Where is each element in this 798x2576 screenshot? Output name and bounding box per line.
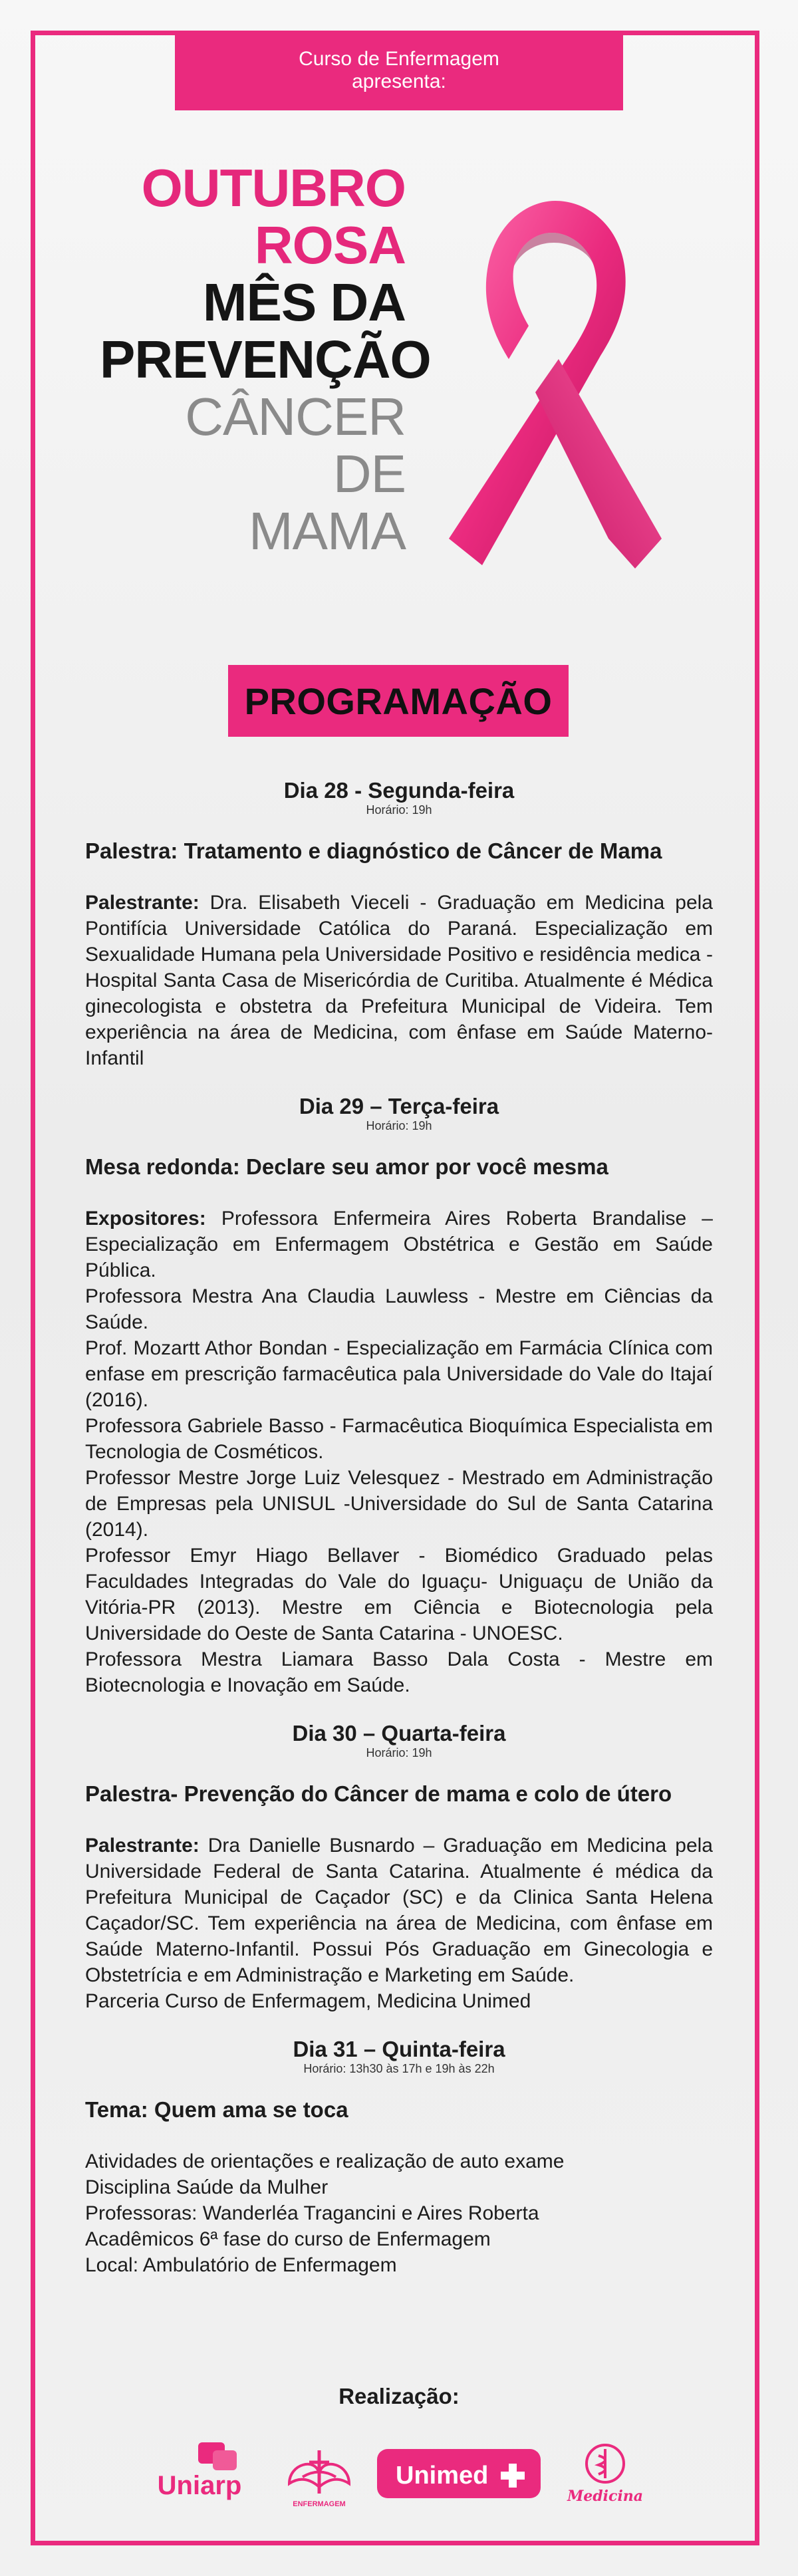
day-4-line: Professoras: Wanderléa Tragancini e Aires Roberta (85, 2202, 539, 2224)
day-4-horario: Horário: 13h30 às 17h e 19h às 22h (303, 2062, 495, 2075)
day-3-line (85, 1833, 713, 1988)
medicina-logo-text: Medicina (567, 2488, 644, 2505)
day-4-description (85, 2148, 713, 2278)
day-2-lead: Expositores: (85, 1208, 206, 1229)
day-4-line: Local: Ambulatório de Enfermagem (85, 2254, 397, 2276)
day-1-text: Dra. Elisabeth Vieceli - Graduação em Medicina pela Pontifícia Universidade Católica do Paraná. Especialização em Sexualidade Humana pela Universidade Positivo e residência medica - Hospital Santa Casa de Misericórdia de Curitiba. Atualmente é Médica ginecologista e obstetra da Prefeitura Municipal de Videira. Tem experiência na área de Medicina, com ênfase em Saúde Materno-Infantil (85, 892, 713, 1069)
day-3-title: Dia 30 – Quarta-feira (292, 1721, 506, 1745)
day-3-description (85, 1833, 713, 2014)
day-3-lead: Palestrante: (85, 1835, 200, 1857)
unimed-logo-text: Unimed (396, 2462, 489, 2490)
day-3-extra: Parceria Curso de Enfermagem, Medicina Unimed (85, 1990, 531, 2012)
hero-outubro: OUTUBRO (141, 158, 406, 217)
day-4-line: Acadêmicos 6ª fase do curso de Enfermagem (85, 2228, 491, 2250)
day-4-topic: Tema: Quem ama se toca (85, 2097, 348, 2122)
enfermagem-logo-text: ENFERMAGEM (293, 2500, 346, 2508)
hero-prevencao: PREVENÇÃO (100, 330, 431, 389)
day-2-topic: Mesa redonda: Declare seu amor por você mesma (85, 1154, 608, 1179)
day-2-line: Professora Mestra Liamara Basso Dala Costa - Mestre em Biotecnologia e Inovação em Saúde. (85, 1648, 713, 1696)
day-4-line: Atividades de orientações e realização de auto exame (85, 2150, 565, 2172)
unimed-logo (376, 2430, 542, 2517)
day-2-line: Professor Emyr Hiago Bellaver - Biomédico Graduado pelas Faculdades Integradas do Vale do Iguaçu- Uniguaçu de União da Vitória-PR (2013). Mestre em Ciência e Biotecnologia pela Universidade do Oeste de Santa Catarina - UNOESC. (85, 1545, 713, 1644)
unimed-logo-mark (376, 2444, 542, 2504)
day-2-line: Professora Gabriele Basso - Farmacêutica Bioquímica Especialista em Tecnologia de Cosméticos. (85, 1415, 713, 1463)
header-badge (175, 31, 623, 110)
day-2-title: Dia 29 – Terça-feira (299, 1094, 499, 1118)
day-1-description (85, 890, 713, 1071)
day-2-horario: Horário: 19h (366, 1119, 432, 1132)
sponsor-logos (146, 2430, 652, 2517)
day-1-title: Dia 28 - Segunda-feira (283, 778, 515, 803)
hero-rosa: ROSA (254, 215, 406, 275)
enfermagem-logo (276, 2430, 362, 2517)
day-3-text: Dra Danielle Busnardo – Graduação em Medicina pela Universidade Federal de Santa Catarina. Atualmente é médica da Prefeitura Municipal de Caçador (SC) e da Clinica Santa Helena Caçador/SC. Tem experiência na área de Medicina, com ênfase em Saúde Materno-Infantil. Possui Pós Graduação em Ginecologia e Obstetrícia e em Administração e Marketing em Saúde. (85, 1835, 713, 1986)
uniarp-logo-text: Uniarp (157, 2471, 242, 2500)
day-3-topic: Palestra- Prevenção do Câncer de mama e colo de útero (85, 1781, 672, 1806)
day-3-horario: Horário: 19h (366, 1746, 432, 1759)
header-line-2: apresenta: (352, 70, 446, 92)
day-4-line: Disciplina Saúde da Mulher (85, 2176, 329, 2198)
day-2-line-1-text: Professora Enfermeira Aires Roberta Brandalise – Especialização em Enfermagem Obstétrica e Gestão em Saúde Pública. (85, 1208, 713, 1281)
enfermagem-logo-mark (276, 2437, 362, 2510)
medicina-logo-mark (559, 2437, 652, 2510)
day-1-lead: Palestrante: (85, 892, 200, 914)
pink-ribbon-icon (436, 193, 675, 598)
day-2-line: Prof. Mozartt Athor Bondan - Especialização em Farmácia Clínica com enfase em prescrição farmacêutica pala Universidade do Vale do Itajaí (2016). (85, 1337, 713, 1411)
programacao-heading: PROGRAMAÇÃO (228, 665, 569, 737)
uniarp-logo-mark (146, 2437, 253, 2510)
schedule (85, 778, 713, 2301)
realizacao-heading: Realização: (338, 2384, 460, 2408)
day-1-topic: Palestra: Tratamento e diagnóstico de Câncer de Mama (85, 838, 662, 863)
day-2-line: Professora Mestra Ana Claudia Lauwless - Mestre em Ciências da Saúde. (85, 1285, 713, 1333)
day-1-horario: Horário: 19h (366, 803, 432, 817)
medicina-logo (559, 2430, 652, 2517)
hero-mes-da: MÊS DA (202, 273, 406, 332)
uniarp-logo (146, 2430, 253, 2517)
hero-mama: MAMA (249, 501, 406, 561)
day-2-line (85, 1206, 713, 1283)
hero-cancer-de: CÂNCER DE (185, 387, 406, 503)
day-2-line: Professor Mestre Jorge Luiz Velesquez - Mestrado em Administração de Empresas pela UNISUL -Universidade do Sul de Santa Catarina (2014). (85, 1467, 713, 1541)
hero-title (100, 158, 431, 561)
day-4-title: Dia 31 – Quinta-feira (293, 2037, 505, 2061)
day-2-description (85, 1206, 713, 1698)
header-line-1: Curso de Enfermagem (299, 48, 499, 70)
